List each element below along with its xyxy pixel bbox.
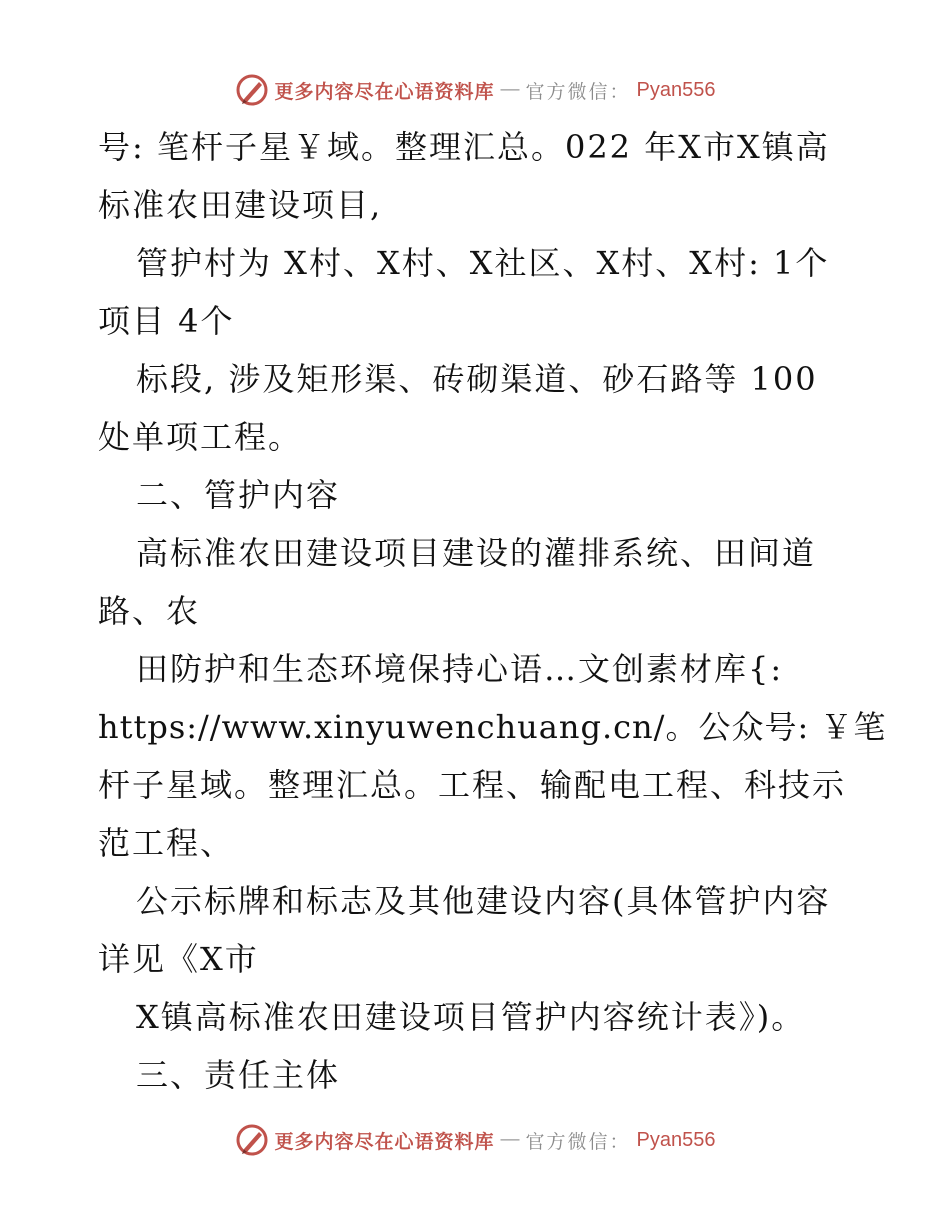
text-line: 管护村为 X村、X村、X社区、X村、X村: 1个	[136, 244, 830, 282]
text-line: 标准农田建设项目,	[98, 186, 383, 224]
text-line: 范工程、	[98, 824, 235, 862]
footer-banner-text: 更多内容尽在心语资料库	[274, 1130, 495, 1153]
header-banner	[0, 70, 950, 110]
document-body	[98, 118, 887, 1104]
footer-banner-separator: —	[500, 1129, 520, 1150]
section-heading: 二、管护内容	[136, 476, 341, 514]
text-line: 杆子星域。整理汇总。工程、输配电工程、科技示	[98, 766, 847, 804]
text-line: 号: 笔杆子星￥域。整理汇总。022 年X市X镇高	[98, 128, 830, 166]
footer-banner-inner	[235, 1123, 716, 1157]
header-banner-separator: —	[500, 79, 520, 100]
header-banner-wechat-label: 官方微信：	[525, 80, 631, 103]
header-banner-inner	[235, 73, 716, 107]
footer-banner-wechat-id: Pyan556	[636, 1128, 716, 1151]
text-line: 公示标牌和标志及其他建设内容(具体管护内容	[136, 882, 831, 920]
text-line-url: https://www.xinyuwenchuang.cn/。公众号: ￥笔	[98, 708, 887, 746]
pen-logo-icon	[235, 73, 269, 107]
text-line: X镇高标准农田建设项目管护内容统计表》)。	[136, 998, 806, 1036]
footer-banner-wechat-label: 官方微信：	[525, 1130, 631, 1153]
text-line: 高标准农田建设项目建设的灌排系统、田间道	[136, 534, 817, 572]
header-banner-text: 更多内容尽在心语资料库	[274, 80, 495, 103]
text-line: 处单项工程。	[98, 418, 303, 456]
text-line: 田防护和生态环境保持心语…文创素材库{:	[136, 650, 784, 688]
text-line: 路、农	[98, 592, 201, 630]
section-heading: 三、责任主体	[136, 1056, 341, 1094]
text-line: 项目 4个	[98, 302, 235, 340]
text-line: 详见《X市	[98, 940, 259, 978]
pen-logo-icon	[235, 1123, 269, 1157]
footer-banner	[0, 1120, 950, 1160]
text-line: 标段, 涉及矩形渠、砖砌渠道、砂石路等 100	[136, 360, 818, 398]
header-banner-wechat-id: Pyan556	[636, 78, 716, 101]
